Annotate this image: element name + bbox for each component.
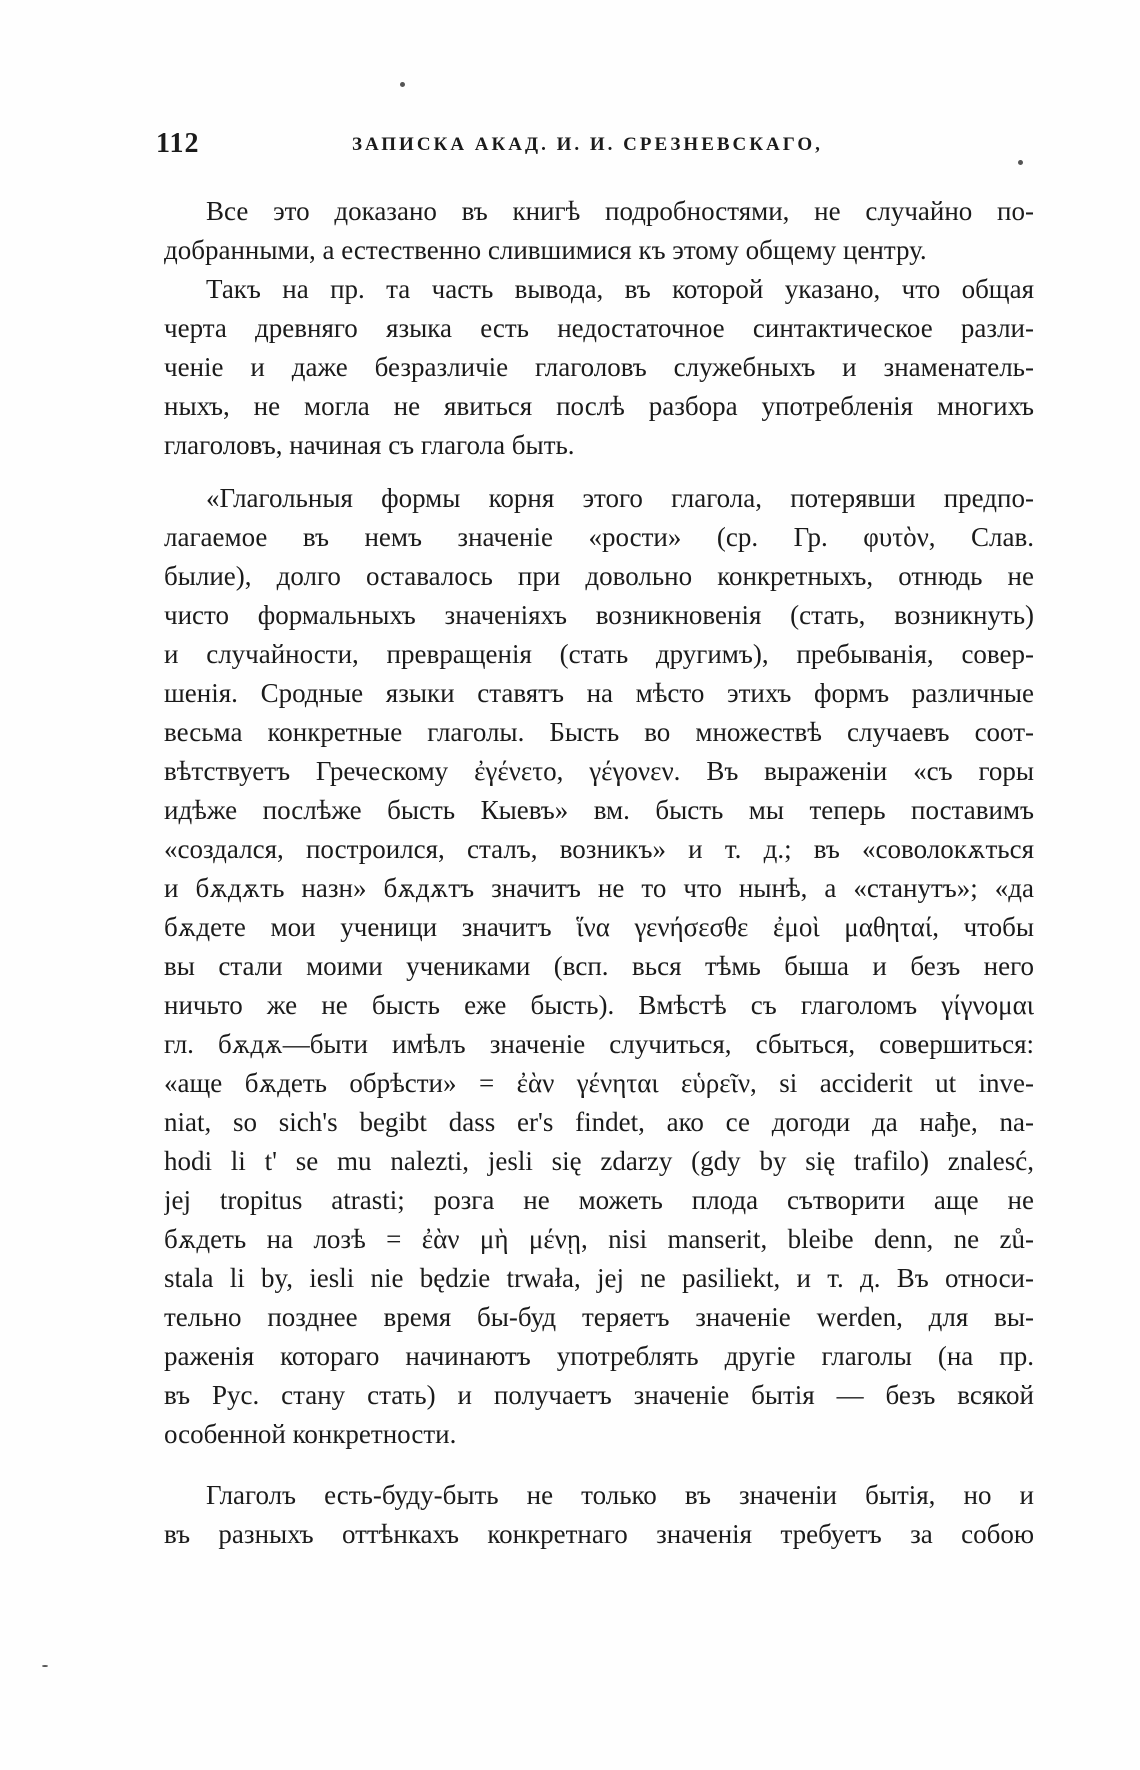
page-header [156,128,1038,168]
text-line: niat, so sich's begibt dass er's findet, ако се догоди да нађе, na- [164,1107,1034,1137]
text-line: бѫдеть на лозѣ = ἐὰν μὴ μένῃ, nisi manserit, bleibe denn, ne zů- [164,1224,1034,1254]
text-line: «создался, построился, сталъ, возникъ» и т. д.; въ «соволокѫться [164,834,1034,864]
text-line: jej tropitus atrasti; розга не можеть плода сътворити аще не [164,1185,1034,1215]
text-line: лагаемое въ немъ значеніе «рости» (ср. Гр. φυτὸν, Слав. [164,522,1034,552]
text-line: въ разныхъ оттѣнкахъ конкретнаго значенія требуетъ за собою [164,1519,1034,1549]
text-line: stala li by, iesli nie będzie trwała, jej ne pasiliekt, и т. д. Въ относи- [164,1263,1034,1293]
paragraph-3 [164,479,1034,1454]
page-number: 112 [156,128,200,159]
text-line: ченіе и даже безразличіе глаголовъ служебныхъ и знаменатель- [164,352,1034,382]
text-line: ныхъ, не могла не явиться послѣ разбора употребленія многихъ [164,391,1034,421]
text-line: весьма конкретные глаголы. Бысть во множествѣ случаевъ соот- [164,717,1034,747]
text-line: гл. бѫдѫ—быти имѣлъ значеніе случиться, сбыться, совершиться: [164,1029,1034,1059]
text-line: черта древняго языка есть недостаточное синтактическое разли- [164,313,1034,343]
text-line: тельно позднее время бы-буд теряетъ значеніе werden, для вы- [164,1302,1034,1332]
paragraph-4 [164,1476,1034,1554]
text-line: идѣже послѣже бысть Кыевъ» вм. бысть мы теперь поставимъ [164,795,1034,825]
text-line: hodi li t' se mu nalezti, jesli się zdarzy (gdy by się trafilo) znalesć, [164,1146,1034,1176]
text-line: глаголовъ, начиная съ глагола быть. [164,430,575,460]
text-line: Все это доказано въ книгѣ подробностями, не случайно по- [206,196,1034,226]
body-text [164,192,1034,1554]
text-line: «аще бѫдеть обрѣсти» = ἐὰν γένηται εὑρεῖν, si acciderit ut inve- [164,1068,1034,1098]
print-speck [400,82,405,87]
text-line: Глаголъ есть-буду-быть не только въ значеніи бытія, но и [206,1480,1034,1510]
text-line: и бѫдѫть назн» бѫдѫтъ значитъ не то что нынѣ, а «станутъ»; «да [164,873,1034,903]
text-line: раженія котораго начинаютъ употреблять другіе глаголы (на пр. [164,1341,1034,1371]
text-line: бѫдете мои ученици значитъ ἵνα γενήσεσθε ἐμοὶ μαθηταί, чтобы [164,912,1034,942]
paragraph-1 [164,192,1034,270]
text-line: Такъ на пр. та часть вывода, въ которой указано, что общая [206,274,1034,304]
text-line: вы стали моими учениками (всп. вься тѣмь быша и безъ него [164,951,1034,981]
text-line: и случайности, превращенія (стать другимъ), пребыванія, совер- [164,639,1034,669]
print-speck [42,1665,48,1667]
paragraph-2 [164,270,1034,465]
text-line: былие), долго оставалось при довольно конкретныхъ, отнюдь не [164,561,1034,591]
text-line: «Глагольныя формы корня этого глагола, потерявши предпо- [206,483,1034,513]
running-title: ЗАПИСКА АКАД. И. И. СРЕЗНЕВСКАГО, [352,134,823,155]
text-line: ничьто же не бысть еже бысть). Вмѣстѣ съ глаголомъ γίγνομαι [164,990,1034,1020]
text-line: шенія. Сродные языки ставятъ на мѣсто этихъ формъ различные [164,678,1034,708]
text-line: особенной конкретности. [164,1419,457,1449]
text-line: вѣтствуетъ Греческому ἐγένετο, γέγονεν. Въ выраженіи «съ горы [164,756,1034,786]
text-line: добранными, а естественно слившимися къ этому общему центру. [164,235,927,265]
text-line: чисто формальныхъ значеніяхъ возникновенія (стать, возникнуть) [164,600,1034,630]
text-line: въ Рус. стану стать) и получаетъ значеніе бытія — безъ всякой [164,1380,1034,1410]
